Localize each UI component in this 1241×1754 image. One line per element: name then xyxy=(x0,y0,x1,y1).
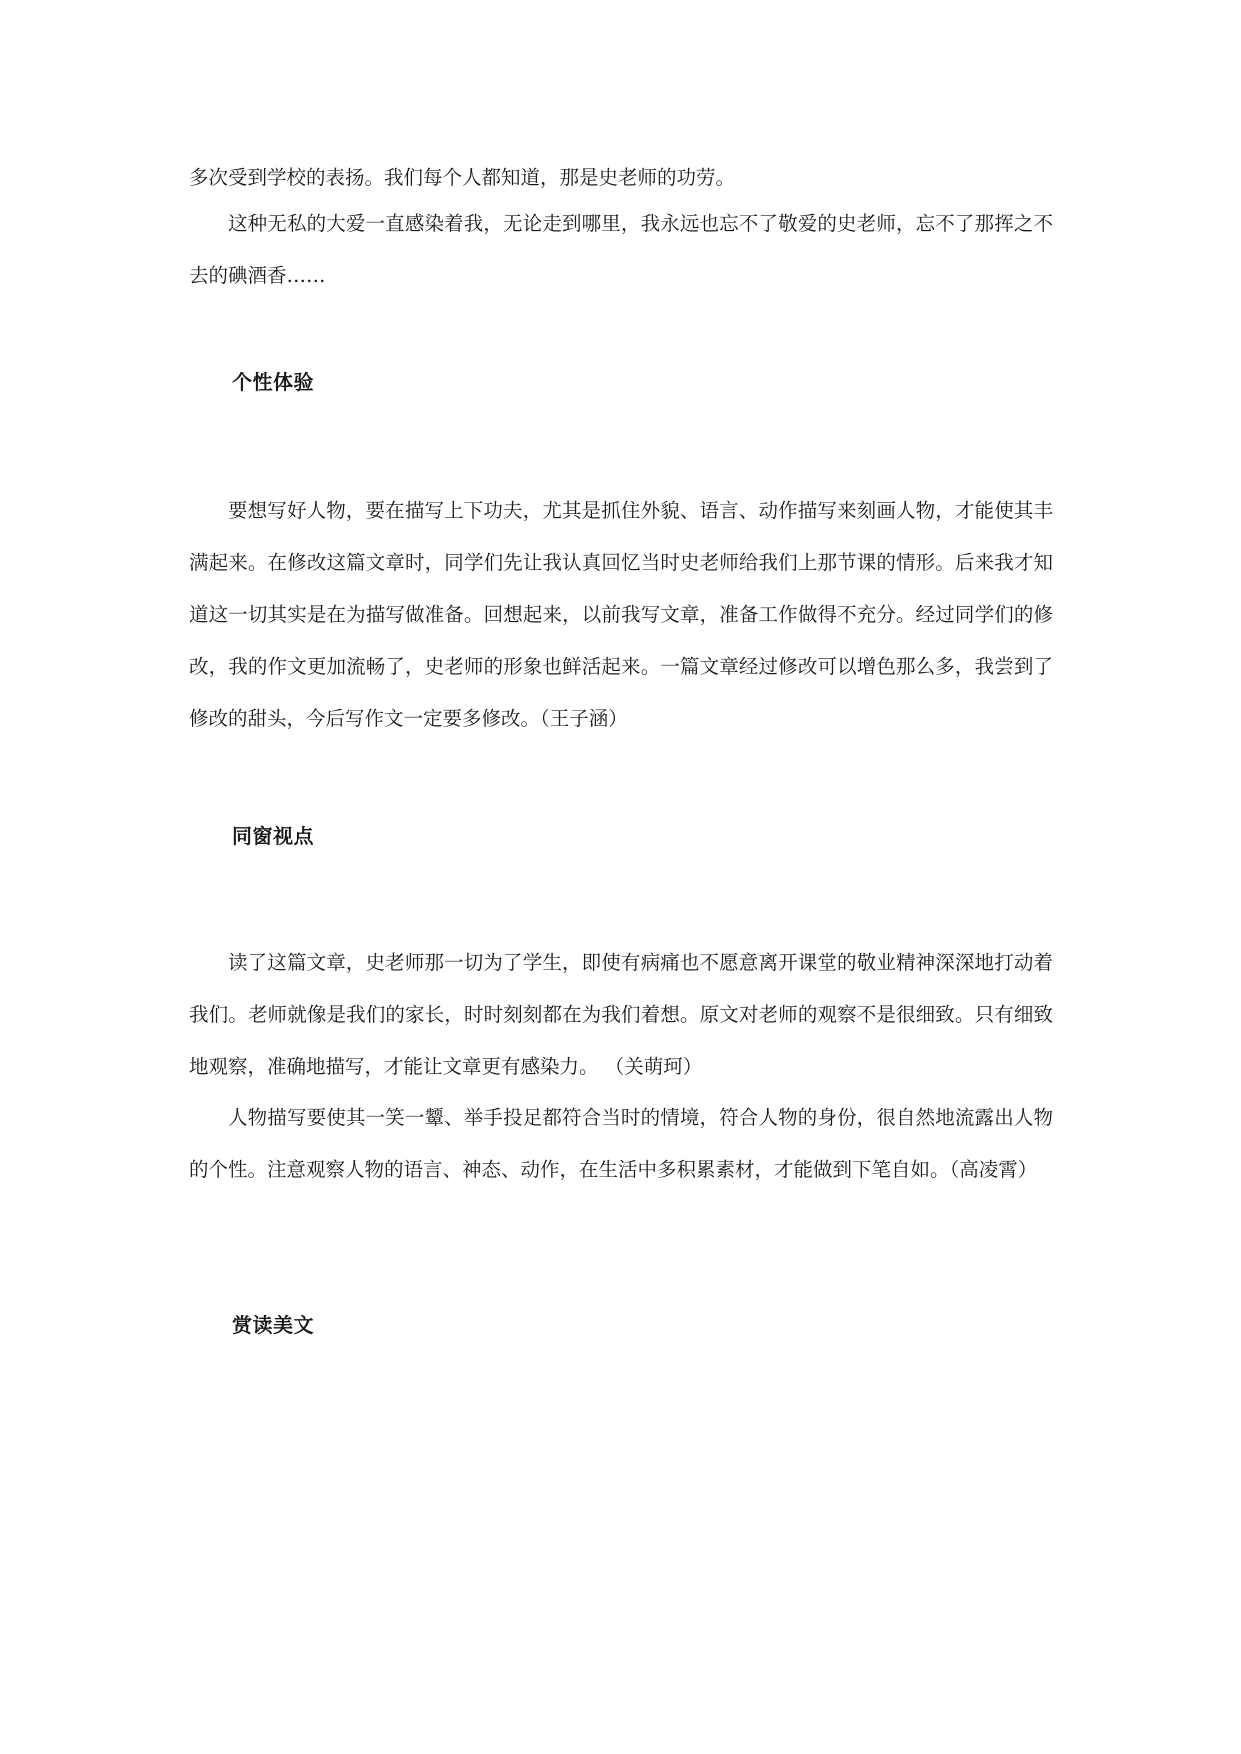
paragraph-classmate-view-2: 人物描写要使其一笑一颦、举手投足都符合当时的情境，符合人物的身份，很自然地流露出人物的个性。注意观察人物的语言、神态、动作，在生活中多积累素材，才能做到下笔自如。（高凌霄） xyxy=(189,1106,1053,1181)
paragraph-classmate-view-1: 读了这篇文章，史老师那一切为了学生，即使有病痛也不愿意离开课堂的敬业精神深深地打动着我们。老师就像是我们的家长，时时刻刻都在为我们着想。原文对老师的观察不是很细致。只有细致地观察，准确地描写，才能让文章更有感染力。 （关萌珂） xyxy=(189,951,1053,1078)
section-heading-personal-experience: 个性体验 xyxy=(232,370,314,394)
paragraph-closing: 这种无私的大爱一直感染着我，无论走到哪里，我永远也忘不了敬爱的史老师，忘不了那挥之不去的碘酒香…… xyxy=(189,212,1053,287)
section-heading-classmate-view: 同窗视点 xyxy=(232,824,314,848)
paragraph-continuation: 多次受到学校的表扬。我们每个人都知道，那是史老师的功劳。 xyxy=(189,166,736,189)
paragraph-personal-experience: 要想写好人物，要在描写上下功夫，尤其是抓住外貌、语言、动作描写来刻画人物，才能使其丰满起来。在修改这篇文章时，同学们先让我认真回忆当时史老师给我们上那节课的情形。后来我才知道这一切其实是在为描写做准备。回想起来，以前我写文章，准备工作做得不充分。经过同学们的修改，我的作文更加流畅了，史老师的形象也鲜活起来。一篇文章经过修改可以增色那么多，我尝到了修改的甜头，今后写作文一定要多修改。（王子涵） xyxy=(189,499,1053,730)
section-heading-appreciation: 赏读美文 xyxy=(232,1313,314,1337)
